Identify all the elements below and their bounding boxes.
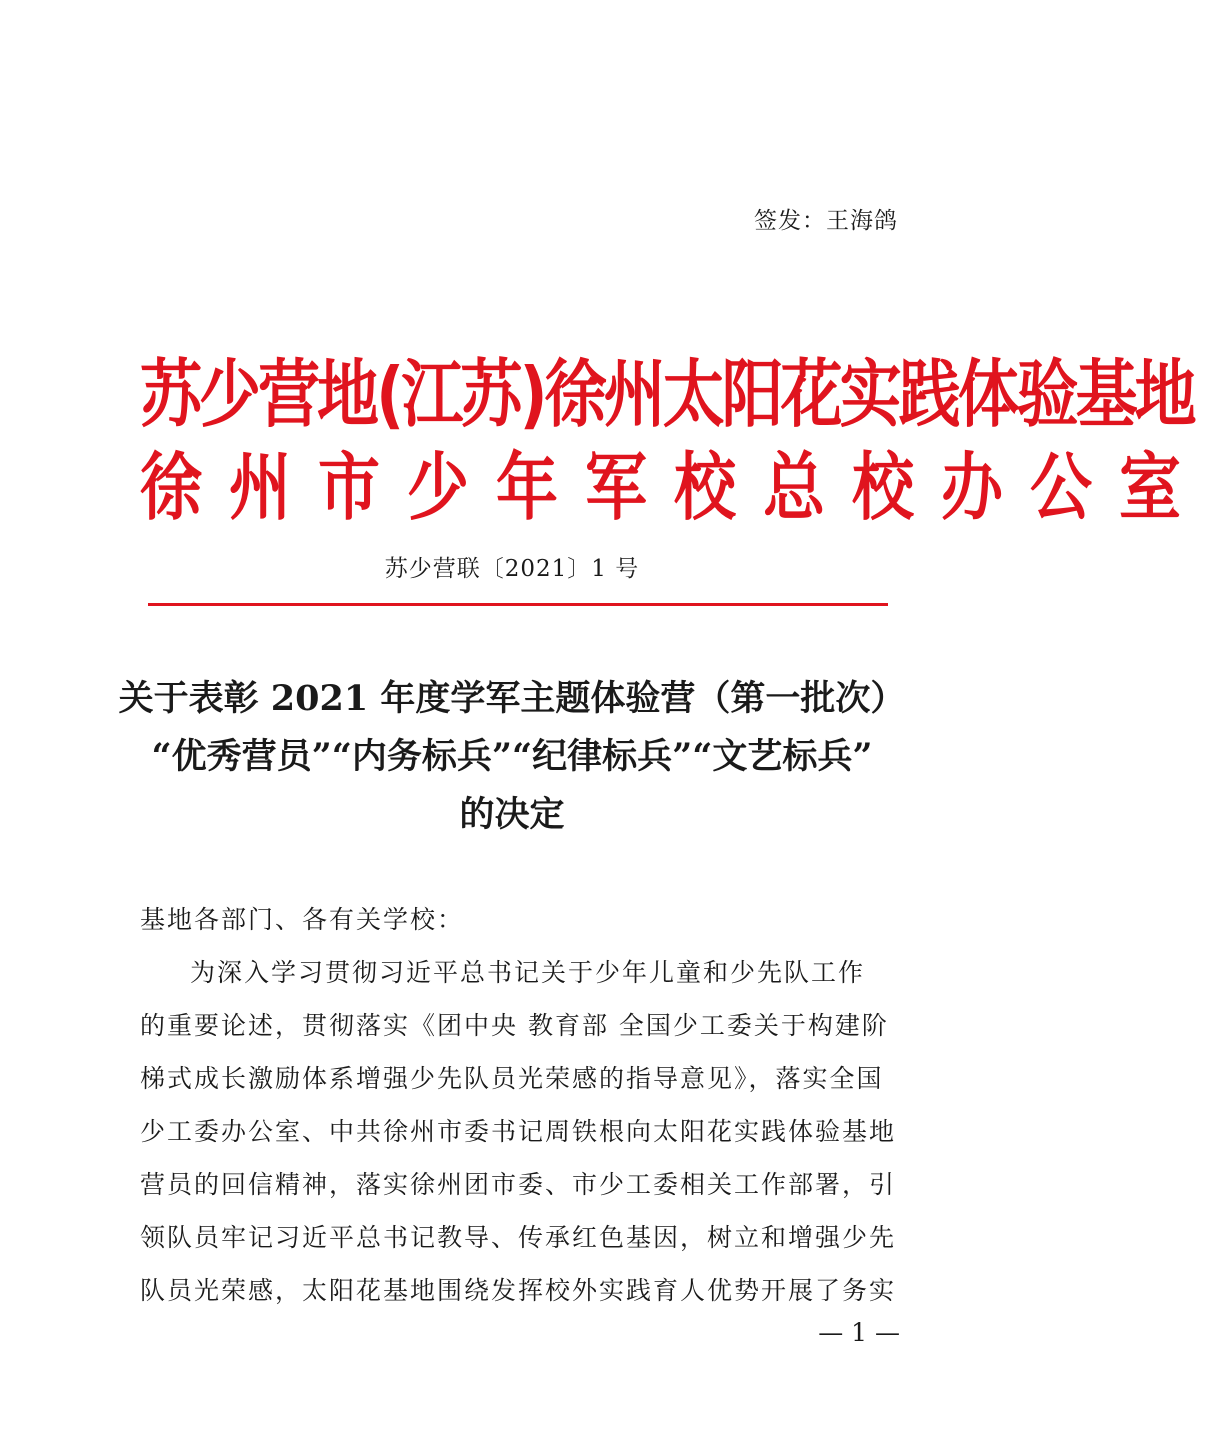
signer: 签发：王海鸽 bbox=[754, 208, 898, 234]
body-line: 营员的回信精神，落实徐州团市委、市少工委相关工作部署，引 bbox=[140, 1170, 897, 1199]
body-line: 少工委办公室、中共徐州市委书记周铁根向太阳花实践体验基地 bbox=[140, 1117, 897, 1146]
document-body bbox=[140, 893, 900, 1317]
salutation: 基地各部门、各有关学校： bbox=[140, 905, 465, 934]
body-line: 为深入学习贯彻习近平总书记关于少年儿童和少先队工作 bbox=[190, 958, 866, 987]
document-title bbox=[0, 670, 1024, 844]
issuing-organization-1: 苏少营地(江苏)徐州太阳花实践体验基地 bbox=[140, 350, 1194, 437]
body-line: 队员光荣感，太阳花基地围绕发挥校外实践育人优势开展了务实 bbox=[140, 1276, 897, 1305]
title-line-1: 关于表彰 2021 年度学军主题体验营（第一批次） bbox=[118, 678, 906, 719]
body-line: 领队员牢记习近平总书记教导、传承红色基因，树立和增强少先 bbox=[140, 1223, 897, 1252]
body-line: 的重要论述，贯彻落实《团中央 教育部 全国少工委关于构建阶 bbox=[140, 1011, 889, 1040]
body-line: 梯式成长激励体系增强少先队员光荣感的指导意见》，落实全国 bbox=[140, 1064, 884, 1093]
document-number: 苏少营联〔2021〕1 号 bbox=[384, 556, 640, 582]
red-divider-line bbox=[148, 603, 888, 606]
page-number: — 1 — bbox=[818, 1318, 900, 1347]
title-line-2: “优秀营员”“内务标兵”“纪律标兵”“文艺标兵” bbox=[151, 736, 873, 777]
title-line-3: 的决定 bbox=[459, 794, 565, 835]
issuing-organization-2: 徐州市少年军校总校办公室 bbox=[140, 443, 1208, 530]
